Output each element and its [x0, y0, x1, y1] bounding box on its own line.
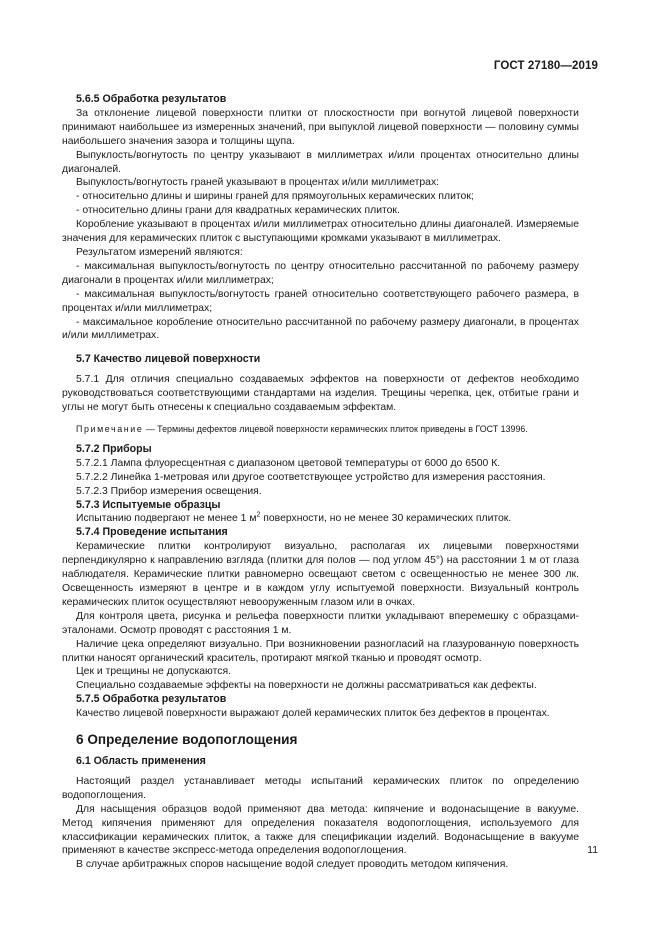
page-number: 11 [587, 845, 598, 856]
list-item: 5.7.2.2 Линейка 1-метровая или другое соответствующее устройство для измерения расстояния. [76, 471, 546, 483]
heading-5-7: 5.7 Качество лицевой поверхности [76, 353, 261, 366]
note-label: Примечание [76, 423, 144, 434]
paragraph: В случае арбитражных споров насыщение водой следует проводить методом кипячения. [76, 859, 509, 871]
paragraph: За отклонение лицевой поверхности плитки от плоскостности при вогнутой лицевой поверхности принимают наибольшее из измеренных значений, при выпуклой лицевой поверхности — половину суммы наибольшего значения зазора и толщины щупа. [62, 107, 579, 147]
text-span: Испытанию подвергают не менее 1 м [76, 513, 257, 525]
heading-6: 6 Определение водопоглощения [76, 732, 298, 748]
paragraph: Наличие цека определяют визуально. При возникновении разногласий на глазурованную поверхность плитки наносят органический краситель, протирают мягкой тканью и проводят осмотр. [62, 638, 579, 664]
paragraph: Выпуклость/вогнутость по центру указывают в миллиметрах и/или процентах относительно длины диагоналей. [62, 149, 579, 175]
paragraph: Выпуклость/вогнутость граней указывают в процентах и/или миллиметрах: [76, 177, 440, 189]
note-text: — Термины дефектов лицевой поверхности керамических плиток приведены в ГОСТ 13996. [143, 423, 528, 434]
paragraph: Для насыщения образцов водой применяют два метода: кипячение и водонасыщение в вакууме. Метод кипячения применяют для определения показателя водопоглощения, используемого для классификации керамических плиток, а также для спецификации изделий. Водонасыщение в вакууме применяют в качестве экспресс-метода определения водопоглощения. [62, 803, 579, 857]
superscript: 2 [256, 512, 261, 519]
paragraph: Настоящий раздел устанавливает методы испытаний керамических плиток по определению водопоглощения. [62, 775, 579, 801]
paragraph: Специально создаваемые эффекты на поверхности не должны рассматриваться как дефекты. [76, 680, 537, 692]
list-item: - относительно длины и ширины граней для прямоугольных керамических плиток; [76, 191, 474, 203]
paragraph: Цек и трещины не допускаются. [76, 666, 231, 678]
paragraph: Результатом измерений являются: [76, 246, 243, 258]
paragraph: Для контроля цвета, рисунка и рельефа поверхности плитки укладывают вперемешку с образцами-эталонами. Осмотр проводят с расстояния 1 м. [62, 610, 579, 636]
heading-5-7-5: 5.7.5 Обработка результатов [76, 693, 227, 706]
page-body [62, 93, 579, 872]
heading-5-7-3: 5.7.3 Испытуемые образцы [76, 498, 221, 511]
list-item: - относительно длины грани для квадратных керамических плиток. [76, 205, 400, 217]
paragraph [62, 512, 579, 526]
list-item: 5.7.2.3 Прибор измерения освещения. [76, 485, 262, 497]
paragraph: 5.7.1 Для отличия специально создаваемых эффектов на поверхности от дефектов необходимо руководствоваться соответствующими стандартами на изделия. Трещины черепка, цек, отбитые грани и углы не могут быть отнесены к специально создаваемым эффектам. [62, 374, 579, 414]
heading-5-7-2: 5.7.2 Приборы [76, 442, 152, 455]
heading-5-6-5: 5.6.5 Обработка результатов [76, 93, 227, 105]
list-item: - максимальная выпуклость/вогнутость по центру относительно рассчитанной по рабочему размеру диагонали в процентах и/или миллиметрах; [62, 260, 579, 286]
page-header: ГОСТ 27180—2019 [493, 60, 598, 72]
paragraph: Качество лицевой поверхности выражают долей керамических плиток без дефектов в процентах. [76, 708, 550, 720]
heading-5-7-4: 5.7.4 Проведение испытания [76, 526, 228, 539]
list-item: - максимальное коробление относительно рассчитанной по рабочему размеру диагонали, в процентах и/или миллиметрах. [62, 316, 579, 342]
text-span: поверхности, но не менее 30 керамических плиток. [260, 513, 512, 525]
list-item: - максимальная выпуклость/вогнутость граней относительно соответствующего рабочего размера, в процентах и/или миллиметрах; [62, 288, 579, 314]
note [62, 423, 579, 435]
heading-6-1: 6.1 Область применения [76, 754, 206, 767]
list-item: 5.7.2.1 Лампа флуоресцентная с диапазоном цветовой температуры от 6000 до 6500 К. [76, 457, 501, 469]
paragraph: Коробление указывают в процентах и/или миллиметрах относительно длины диагоналей. Измеряемые значения для керамических плиток с выступающими кромками указывают в миллиметрах. [62, 219, 579, 245]
paragraph: Керамические плитки контролируют визуально, располагая их лицевыми поверхностями перпендикулярно к направлению взгляда (плитки для полов — под углом 45°) на расстоянии 1 м от глаза наблюдателя. Керамические плитки равномерно освещают светом с освещенностью не менее 300 лк. Освещенность измеряют в центре и в каждом углу испытуемой поверхности. Визуальный контроль керамических плиток осуществляют невооруженным глазом или в очках. [62, 541, 579, 608]
